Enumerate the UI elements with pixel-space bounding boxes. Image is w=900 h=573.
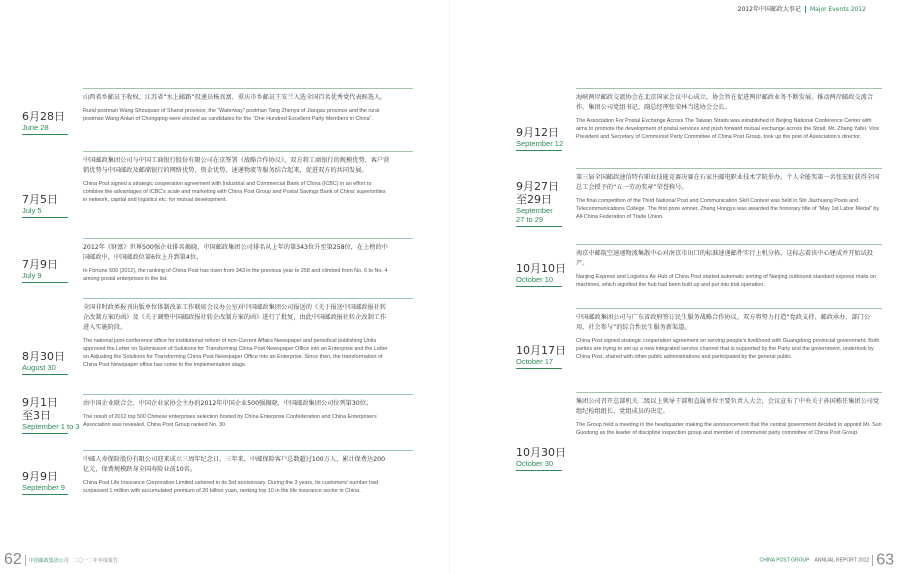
date-underline: [516, 470, 562, 471]
event-date-en: September 12: [516, 139, 564, 149]
event-body: [576, 308, 882, 361]
event-body: [83, 238, 391, 283]
divider: [576, 168, 882, 169]
date-underline: [22, 282, 68, 283]
divider: [576, 308, 882, 309]
date-underline: [516, 226, 562, 227]
event-text-en: The Group held a meeting in the headquarter making the announcement that the central government decided to appoint Mr. Sun Guodong as the leader of discipline inspection group and member of communist party committee of China Post Group.: [576, 421, 882, 436]
event-text-cn: 全国非时政类报刊出版单位体制改革工作联席会议办公室对中国邮政集团公司报送的《关于报送中国邮政报社转企改制方案的函》及《关于调整中国邮政报社转企改制方案的函》进行了批复，由此中国邮政报社转企改制工作进入实施阶段。: [83, 304, 387, 331]
event-date-zh: 6月28日: [22, 110, 65, 123]
event-date: [516, 262, 574, 287]
footer-company: CHINA POST GROUP: [759, 557, 810, 563]
divider: [83, 88, 413, 89]
event-body: [83, 450, 391, 495]
divider: [576, 88, 882, 89]
divider: [83, 394, 413, 395]
event-date-en: August 30: [22, 363, 56, 373]
event-date-zh: 9月9日: [22, 470, 58, 483]
event-text-cn: 由中国企业联合会、中国企业家协会主办的2012年中国企业500强揭晓，中国邮政集团公司位列第30位。: [83, 400, 373, 407]
event-date-en: September 1 to 3: [22, 422, 80, 432]
event-date-en: October 10: [516, 275, 554, 285]
event-date-zh: 10月30日: [516, 446, 566, 459]
event-date-zh: 8月30日: [22, 350, 65, 363]
event-date-en: September 9: [22, 483, 65, 493]
event-text-en: China Post Life Insurance Corporation Limited ushered in its 3rd anniversary. During the 3 years, its customers' number had surpassed 1 million with accumulated premium of 20 billion yuan, ranking top 10 in the life insurance sector in China.: [83, 479, 379, 494]
event-date: [22, 396, 80, 434]
date-underline: [516, 150, 562, 151]
date-underline: [516, 286, 562, 287]
event-text-en: In Fortune 500 (2012), the ranking of China Post has risen from 343 in the previous year to 258 and climbed from No. 6 to No. 4 among postal enterprises in the list.: [83, 267, 388, 282]
page-number: 63: [876, 551, 894, 568]
event-date: [516, 180, 574, 227]
event-body: [576, 88, 882, 141]
event-date-zh: 10月17日: [516, 344, 566, 357]
header-divider: [805, 6, 806, 13]
divider: [83, 238, 413, 239]
event-date: [22, 193, 80, 218]
event-text-en: The final competition of the Third National Post and Communication Skill Contest was held in Shi Jiazhuang Posts and Telecommunications College. The first prize winner, Zhang Hongyu was awarded the honorary title of “May 1st Labor Medal” by All-China Federation of Trade Union.: [576, 197, 880, 221]
date-underline: [22, 433, 68, 434]
date-underline: [22, 217, 68, 218]
date-underline: [22, 494, 68, 495]
event-date: [22, 470, 80, 495]
event-date-en: July 9: [22, 271, 42, 281]
footer-right: [760, 550, 894, 570]
event-date: [22, 258, 80, 283]
running-header: [738, 4, 866, 13]
date-underline: [22, 374, 68, 375]
event-date: [22, 350, 80, 375]
event-text-en: Rural postman Wang Shouquan of Shanxi province, the “Waterway” postman Tang Zhenya of Jiangsu province and the rural postman Wang Anlan of Chongqing were elected as candidates for the “One Hundred Excellent Party Members in China”.: [83, 107, 380, 123]
event-date: [516, 126, 574, 151]
event-body: [576, 168, 882, 221]
event-text-cn: 集团公司召开总部机关二级以上领导干部和直属单位主要负责人大会，会议宣布了中央关于孙国栋任集团公司党组纪检组组长、党组成员的决定。: [576, 398, 880, 415]
event-text-cn: 海峡两岸邮政交流协会在北京国家会议中心成立。协会旨在促进两岸邮政业务不断发展，推动两岸邮政交流合作。集团公司党组书记、副总经理张荣林当选协会会长。: [576, 94, 873, 111]
divider: [83, 151, 413, 152]
event-body: [83, 151, 391, 204]
event-date-zh: 9月27日至29日: [516, 180, 559, 207]
event-date-en: September 27 to 29: [516, 206, 553, 225]
divider: [576, 392, 882, 393]
footer-left: [4, 551, 118, 569]
event-text-cn: 2012年《财富》世界500强企业排名揭晓，中国邮政集团公司排名从上年的第343位升至第258位，在上榜的中国邮政中，中国邮政位第6位上升到第4位。: [83, 244, 388, 261]
event-text-cn: 中国邮政集团公司与中国工商银行股份有限公司在京签署《战略合作协议》，双方将工商银行的规模优势、客户营销优势与中国邮政及邮储银行的网络优势、资金优势、速递物流等服务结合起来，促进双方的共同发展。: [83, 157, 390, 174]
header-title-zh: 2012年中国邮政大事记: [737, 6, 801, 13]
event-date-en: July 5: [22, 206, 42, 216]
footer-report: 二〇一二年年度报告: [72, 558, 118, 564]
event-date-zh: 9月12日: [516, 126, 559, 139]
header-title-en: Major Events 2012: [809, 6, 866, 13]
event-body: [576, 392, 882, 437]
divider: [83, 298, 413, 299]
event-body: [83, 88, 391, 123]
footer-divider: [25, 555, 26, 566]
date-underline: [22, 134, 68, 135]
event-body: [83, 298, 391, 369]
event-date-zh: 7月5日: [22, 193, 58, 206]
divider: [576, 244, 882, 245]
event-text-cn: 山西省乡邮员王收权、江苏省“水上邮路”投递员杨真富、重庆市乡邮员王安兰入选全国百名优秀党代表候选人。: [83, 94, 387, 101]
event-text-cn: 南京中邮航空速递物流集散中心对南京市出口的标准速递邮件实行上机分拣，这标志着该中心建成并开始试投产。: [576, 250, 873, 267]
event-date-en: October 17: [516, 357, 554, 367]
event-text-en: China Post signed strategic cooperation agreement on serving people's livelihood with Guangdong provincial government. Both parties are trying to set up a new integrated service channel that is supported by the Party and the government, undertook by China Post, shared with other public administrations and participated by the general public.: [576, 337, 880, 361]
event-date: [22, 110, 80, 135]
right-page: [450, 0, 900, 573]
event-text-en: China Post signed a strategic cooperation agreement with Industrial and Commercial Bank of China (ICBC) in an effort to combine the advantages of ICBC's scale and marketing with China Post Group and Postal Savings Bank of China' superiorities in network, capital and logistics etc. for mutual development.: [83, 180, 386, 204]
page-number: 62: [4, 551, 22, 568]
divider: [83, 450, 413, 451]
event-text-en: The result of 2012 top 500 Chinese enterprises selection hosted by China Enterprise Confederation and China Enterprisers Association was revealed. China Post Group ranked No. 30.: [83, 413, 377, 429]
event-text-en: Nanjing Express and Logistics Air Hub of China Post started automatic sorting of Nanjing outbound standard express mails on machines, which signified the hub had been built up and put into trial operation.: [576, 273, 876, 288]
event-text-cn: 中国邮政集团公司与广东省政府签订民生服务战略合作协议。双方将努力打造“党政支持、邮政承办、部门公用、社会参与”的综合性民生服务新渠道。: [576, 314, 871, 331]
event-date: [516, 446, 574, 471]
date-underline: [516, 368, 562, 369]
event-date: [516, 344, 574, 369]
event-date-zh: 7月9日: [22, 258, 58, 271]
event-text-cn: 中邮人寿保险股份有限公司迎来成立三周年纪念日，三年来，中邮保险客户总数超过100万人，累计保费达200亿元，保费规模跻身全国寿险业前10名。: [83, 456, 386, 473]
footer-report: ANNUAL REPORT 2012: [814, 557, 870, 563]
event-text-en: The national joint-conference office for institutional reform of non-Current Affairs Newspaper and periodical publishing Units approved the Letter on Submission of Solutions for Transforming China Post Newspaper Office into an Enterprise and the Letter on Adjusting the Solutions for Transforming China Post Newspaper Office into an Enterprise. Since then, the transformation of China Post Newspaper office has come to the implementation stage.: [83, 337, 388, 369]
event-text-cn: 第三届全国邮政速信特有职业技能竞赛决赛在石家庄邮电职业技术学院举办。个人全能奖第一名张宏虹获得全国总工会授予的“五一劳动奖章”荣誉称号。: [576, 174, 880, 191]
event-date-zh: 9月1日至3日: [22, 396, 58, 423]
event-date-zh: 10月10日: [516, 262, 566, 275]
event-date-en: October 30: [516, 459, 554, 469]
event-date-en: June 28: [22, 123, 49, 133]
event-body: [83, 394, 391, 429]
footer-company: 中国邮政集团公司: [28, 558, 69, 564]
footer-divider: [872, 555, 873, 566]
event-text-en: The Association For Postal Exchange Across The Taiwan Straits was established in Beijing National Conference Center with aims to promote the development of postal services and push forward mutual exchange across the Strait. Mr. Zhang Yafei, Vice President and Secretary of Communist Party Committee of China Post Group, took up the post of Association's director.: [576, 117, 880, 141]
event-body: [576, 244, 882, 289]
